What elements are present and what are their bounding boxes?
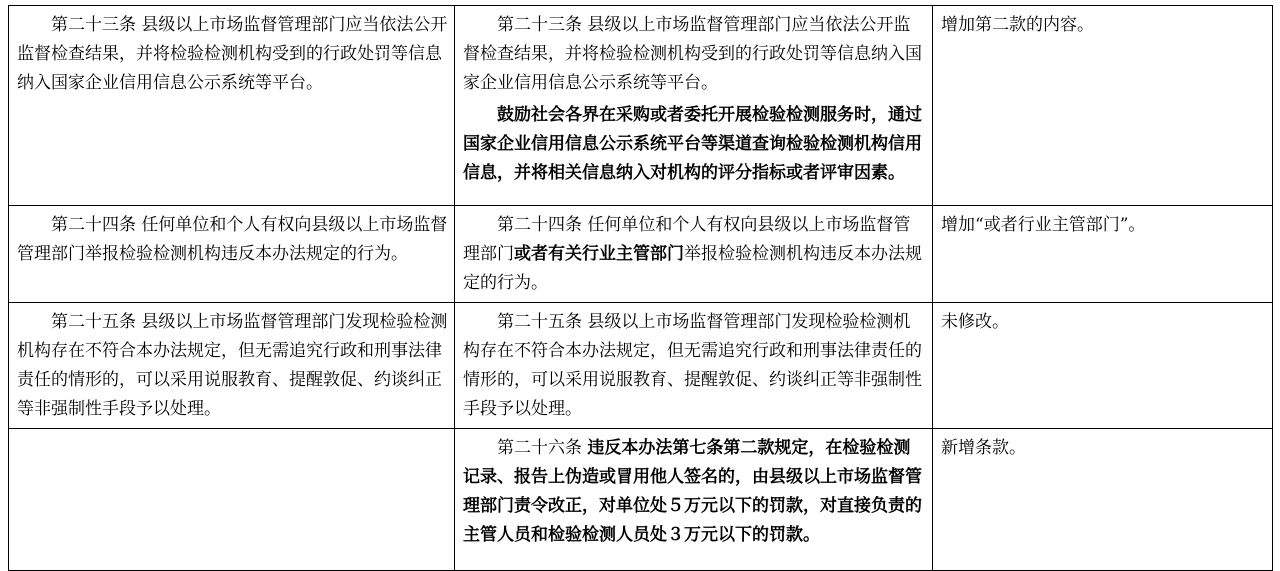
old-text-cell [9, 303, 455, 429]
old-text-cell [9, 429, 455, 571]
old-text: 第二十三条 县级以上市场监督管理部门应当依法公开监督检查结果，并将检验检测机构受到的行政处罚等信息纳入国家企业信用信息公示系统等平台。 [17, 15, 448, 93]
new-text-cell [455, 6, 933, 206]
table-row [9, 429, 1273, 571]
table-row [9, 206, 1273, 303]
new-text: 第二十三条 县级以上市场监督管理部门应当依法公开监督检查结果，并将检验检测机构受到的行政处罚等信息纳入国家企业信用信息公示系统等平台。 [463, 15, 922, 93]
comparison-table [8, 5, 1273, 571]
old-text-cell [9, 6, 455, 206]
table-row [9, 303, 1273, 429]
note-cell [933, 206, 1273, 303]
old-text-cell [9, 206, 455, 303]
note-cell [933, 429, 1273, 571]
note-text: 增加第二款的内容。 [941, 15, 1094, 35]
note-text: 新增条款。 [941, 438, 1026, 458]
new-text: 第二十六条 违反本办法第七条第二款规定，在检验检测记录、报告上伪造或冒用他人签名的，由县级以上市场监督管理部门责令改正，对单位处５万元以下的罚款，对直接负责的主管人员和检验检测人员处３万元以下的罚款。 [463, 438, 922, 545]
note-text: 增加“或者行业主管部门”。 [941, 215, 1146, 235]
new-text-added: 鼓励社会各界在采购或者委托开展检验检测服务时，通过国家企业信用信息公示系统平台等渠道查询检验检测机构信用信息，并将相关信息纳入对机构的评分指标或者评审因素。 [463, 105, 922, 183]
new-text: 第二十五条 县级以上市场监督管理部门发现检验检测机构存在不符合本办法规定，但无需追究行政和刑事法律责任的情形的，可以采用说服教育、提醒敦促、约谈纠正等非强制性手段予以处理。 [463, 312, 922, 419]
table-row [9, 6, 1273, 206]
note-cell [933, 303, 1273, 429]
new-text-cell [455, 303, 933, 429]
old-text: 第二十四条 任何单位和个人有权向县级以上市场监督管理部门举报检验检测机构违反本办法规定的行为。 [17, 215, 448, 264]
new-text: 第二十四条 任何单位和个人有权向县级以上市场监督管理部门或者有关行业主管部门举报检验检测机构违反本办法规定的行为。 [463, 215, 922, 293]
new-text-cell [455, 429, 933, 571]
note-cell [933, 6, 1273, 206]
old-text: 第二十五条 县级以上市场监督管理部门发现检验检测机构存在不符合本办法规定，但无需追究行政和刑事法律责任的情形的，可以采用说服教育、提醒敦促、约谈纠正等非强制性手段予以处理。 [17, 312, 448, 419]
new-text-cell [455, 206, 933, 303]
note-text: 未修改。 [941, 312, 1009, 332]
